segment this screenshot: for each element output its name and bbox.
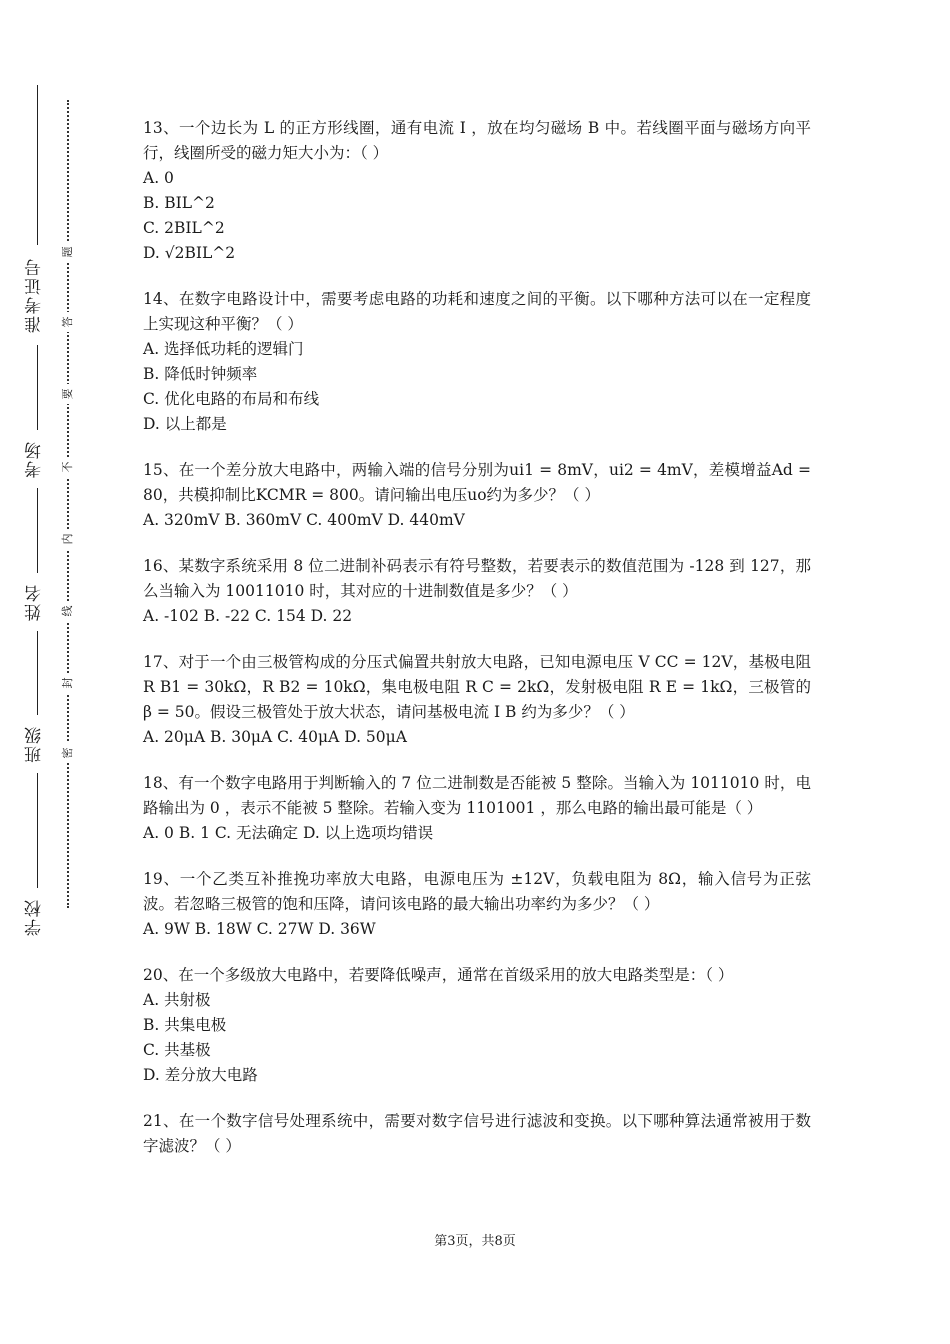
question-stem: 16、某数字系统采用 8 位二进制补码表示有符号整数，若要表示的数值范围为 -128 到 127，那么当输入为 10011010 时，其对应的十进制数值是多少？（ ） <box>143 557 811 600</box>
binding-margin <box>0 0 110 1000</box>
question-14 <box>143 287 811 437</box>
question-15 <box>143 458 811 533</box>
options-line: A. 9W B. 18W C. 27W D. 36W <box>143 920 376 938</box>
question-stem: 19、一个乙类互补推挽功率放大电路，电源电压为 ±12V，负载电阻为 8Ω，输入信号为正弦波。若忽略三极管的饱和压降，请问该电路的最大输出功率约为多少？（ ） <box>143 870 811 913</box>
options-line: A. 20μA B. 30μA C. 40μA D. 50μA <box>143 728 407 746</box>
seal-char: 密 <box>60 743 76 763</box>
question-stem: 20、在一个多级放大电路中，若要降低噪声，通常在首级采用的放大电路类型是：（ ） <box>143 966 734 984</box>
option-d: D. √2BIL^2 <box>143 244 236 262</box>
option-a: A. 0 <box>143 169 174 187</box>
field-school: 学校 <box>22 888 52 946</box>
option-b: B. BIL^2 <box>143 194 215 212</box>
field-name: 姓名 <box>22 573 52 631</box>
question-19 <box>143 867 811 942</box>
options-line: A. 320mV B. 360mV C. 400mV D. 440mV <box>143 511 465 529</box>
option-d: D. 以上都是 <box>143 415 227 433</box>
question-13 <box>143 116 811 266</box>
seal-char: 线 <box>60 601 76 621</box>
binding-solid-line <box>37 85 38 925</box>
question-list <box>143 116 811 1180</box>
field-exam-id: 准考证号 <box>22 245 52 345</box>
question-stem: 15、在一个差分放大电路中，两输入端的信号分别为ui1 = 8mV，ui2 = 4mV，差模增益Ad = 80，共模抑制比KCMR = 800。请问输出电压uo约为多少？（ ） <box>143 461 811 504</box>
question-stem: 13、一个边长为 L 的正方形线圈，通有电流 I ，放在均匀磁场 B 中。若线圈平面与磁场方向平行，线圈所受的磁力矩大小为：（ ） <box>143 119 811 162</box>
option-c: C. 优化电路的布局和布线 <box>143 390 320 408</box>
question-20 <box>143 963 811 1088</box>
seal-char: 题 <box>60 242 76 262</box>
seal-char: 不 <box>60 457 76 477</box>
seal-char: 封 <box>60 673 76 693</box>
binding-dotted-line <box>67 100 69 908</box>
field-class: 班级 <box>22 715 52 773</box>
question-16 <box>143 554 811 629</box>
question-stem: 17、对于一个由三极管构成的分压式偏置共射放大电路，已知电源电压 V CC = 12V，基极电阻 R B1 = 30kΩ，R B2 = 10kΩ，集电极电阻 R C = 2kΩ，发射极电阻 R E = 1kΩ，三极管的 β = 50。假设三极管处于放大状态，请问基极电流 I B 约为多少？（ ） <box>143 653 811 721</box>
option-d: D. 差分放大电路 <box>143 1066 258 1084</box>
page-number: 第3页，共8页 <box>434 1234 516 1249</box>
seal-char: 答 <box>60 312 76 332</box>
question-stem: 14、在数字电路设计中，需要考虑电路的功耗和速度之间的平衡。以下哪种方法可以在一定程度上实现这种平衡？（ ） <box>143 290 811 333</box>
seal-char: 要 <box>60 384 76 404</box>
option-c: C. 2BIL^2 <box>143 219 225 237</box>
options-line: A. -102 B. -22 C. 154 D. 22 <box>143 607 353 625</box>
options-line: A. 0 B. 1 C. 无法确定 D. 以上选项均错误 <box>143 824 434 842</box>
option-b: B. 降低时钟频率 <box>143 365 258 383</box>
question-stem: 21、在一个数字信号处理系统中，需要对数字信号进行滤波和变换。以下哪种算法通常被用于数字滤波？（ ） <box>143 1112 811 1155</box>
option-a: A. 共射极 <box>143 991 211 1009</box>
option-c: C. 共基极 <box>143 1041 211 1059</box>
question-17 <box>143 650 811 750</box>
question-stem: 18、有一个数字电路用于判断输入的 7 位二进制数是否能被 5 整除。当输入为 1011010 时，电路输出为 0 ，表示不能被 5 整除。若输入变为 1101001 ，那么电路的输出最可能是（ ） <box>143 774 811 817</box>
field-exam-room: 考场 <box>22 430 52 488</box>
question-21 <box>143 1109 811 1159</box>
option-b: B. 共集电极 <box>143 1016 227 1034</box>
question-18 <box>143 771 811 846</box>
seal-char: 内 <box>60 529 76 549</box>
option-a: A. 选择低功耗的逻辑门 <box>143 340 304 358</box>
